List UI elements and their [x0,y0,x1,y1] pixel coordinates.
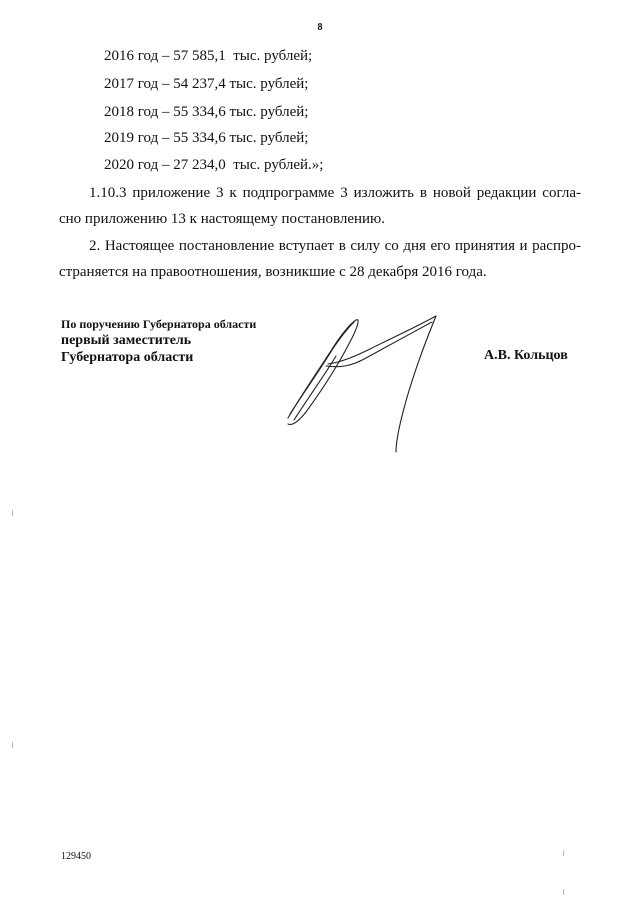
paragraph-amendment-line-1: 1.10.3 приложение 3 к подпрограмме 3 изложить в новой редакции согла- [89,185,581,201]
signature-on-behalf: По поручению Губернатора области [61,317,257,331]
funding-line-2018: 2018 год – 55 334,6 тыс. рублей; [104,104,309,120]
handwritten-signature-icon [270,306,450,456]
paragraph-effective-date-line-2: страняется на правоотношения, возникшие с 28 декабря 2016 года. [59,264,487,280]
scan-speck [12,510,13,516]
scan-speck [563,850,564,856]
funding-line-2020: 2020 год – 27 234,0 тыс. рублей.»; [104,157,324,173]
scan-speck [563,889,564,895]
signer-position-line-1: первый заместитель [61,333,192,348]
paragraph-amendment [59,180,581,232]
paragraph-effective-date-line-1: 2. Настоящее постановление вступает в силу со дня его принятия и распро- [89,238,581,254]
signer-position-line-2: Губернатора области [61,350,194,365]
paragraph-amendment-line-2: сно приложению 13 к настоящему постановлению. [59,211,386,227]
funding-line-2016: 2016 год – 57 585,1 тыс. рублей; [104,48,313,64]
document-code: 129450 [61,851,91,862]
funding-line-2019: 2019 год – 55 334,6 тыс. рублей; [104,130,309,146]
page-number: 8 [317,22,323,33]
funding-line-2017: 2017 год – 54 237,4 тыс. рублей; [104,76,309,92]
signer-name: А.В. Кольцов [484,348,568,363]
scan-speck [12,742,13,748]
paragraph-effective-date [59,233,581,285]
